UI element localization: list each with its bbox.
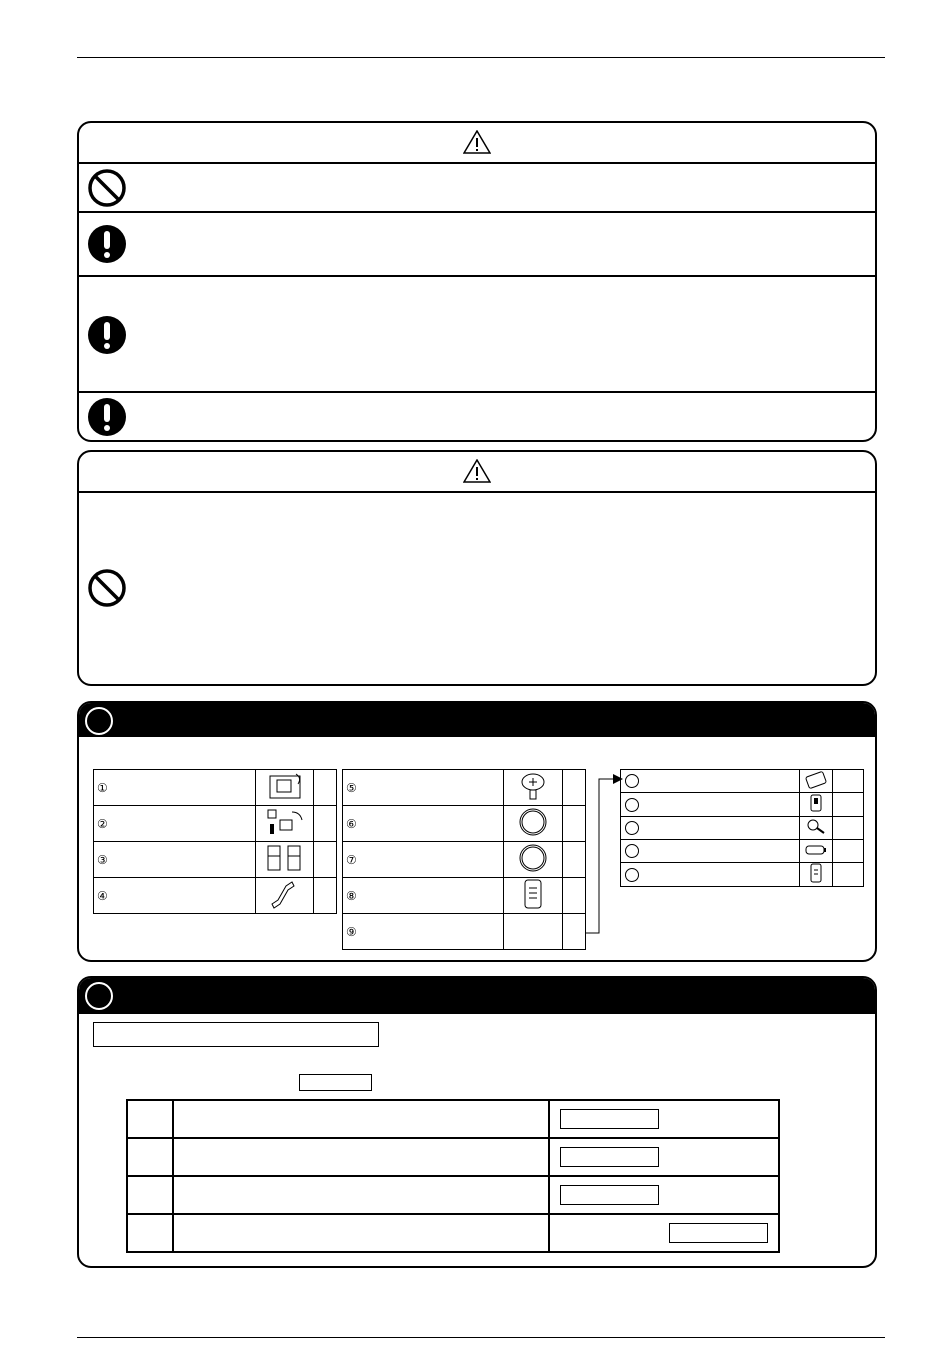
item-circle — [625, 798, 639, 812]
part-number: ③ — [97, 852, 108, 867]
part-number: ⑧ — [346, 888, 357, 903]
warning-box — [77, 121, 877, 442]
bracket-pair-icon — [262, 842, 308, 874]
value-field — [560, 1147, 659, 1167]
accessories-header — [79, 703, 875, 737]
exclamation-icon — [87, 224, 127, 264]
warning-row-2 — [79, 211, 875, 277]
part-number: ① — [97, 780, 108, 795]
mounting-plate-icon — [262, 770, 308, 802]
value-field — [299, 1074, 372, 1091]
exclamation-icon — [87, 315, 127, 355]
warning-row-1 — [79, 164, 875, 211]
caution-header — [79, 452, 875, 493]
item-circle — [625, 821, 639, 835]
item-circle — [625, 844, 639, 858]
top-rule — [77, 57, 885, 58]
part-number: ⑨ — [346, 924, 357, 939]
warning-row-3 — [79, 275, 875, 393]
part-number: ⑦ — [346, 852, 357, 867]
small-screw-icon — [806, 819, 826, 835]
spec-table — [126, 1099, 780, 1253]
cable-coil-icon — [518, 842, 548, 874]
value-field — [669, 1223, 768, 1243]
cable-coil-icon — [518, 806, 548, 838]
specification-header — [79, 978, 875, 1014]
warning-triangle-icon — [463, 130, 491, 154]
warning-header — [79, 123, 875, 164]
warning-row-4 — [79, 391, 875, 442]
remote-control-icon — [521, 878, 545, 910]
part-number: ⑥ — [346, 816, 357, 831]
parts-table-right — [620, 769, 864, 887]
battery-icon — [804, 844, 828, 856]
exclamation-icon — [87, 397, 127, 437]
section-number-circle — [85, 707, 113, 735]
item-circle — [625, 774, 639, 788]
caution-box — [77, 450, 877, 686]
clip-icon — [808, 793, 824, 813]
item-circle — [625, 868, 639, 882]
bottom-rule — [77, 1337, 885, 1338]
model-field — [93, 1022, 379, 1047]
warning-triangle-icon — [463, 459, 491, 483]
accessories-section — [77, 701, 877, 962]
remote-holder-icon — [804, 771, 828, 789]
parts-table-middle — [342, 769, 586, 950]
remote-control-icon — [809, 863, 823, 883]
value-field — [560, 1109, 659, 1129]
part-number: ② — [97, 816, 108, 831]
section-number-circle — [85, 982, 113, 1010]
connector-arrow — [585, 773, 625, 938]
prohibition-icon — [87, 168, 127, 208]
screw-icon — [518, 771, 548, 801]
prohibition-icon — [87, 568, 127, 608]
part-number: ④ — [97, 888, 108, 903]
value-field — [560, 1185, 659, 1205]
angle-bracket-icon — [262, 878, 308, 910]
parts-table-left — [93, 769, 337, 914]
part-number: ⑤ — [346, 780, 357, 795]
pcb-parts-icon — [262, 806, 308, 838]
